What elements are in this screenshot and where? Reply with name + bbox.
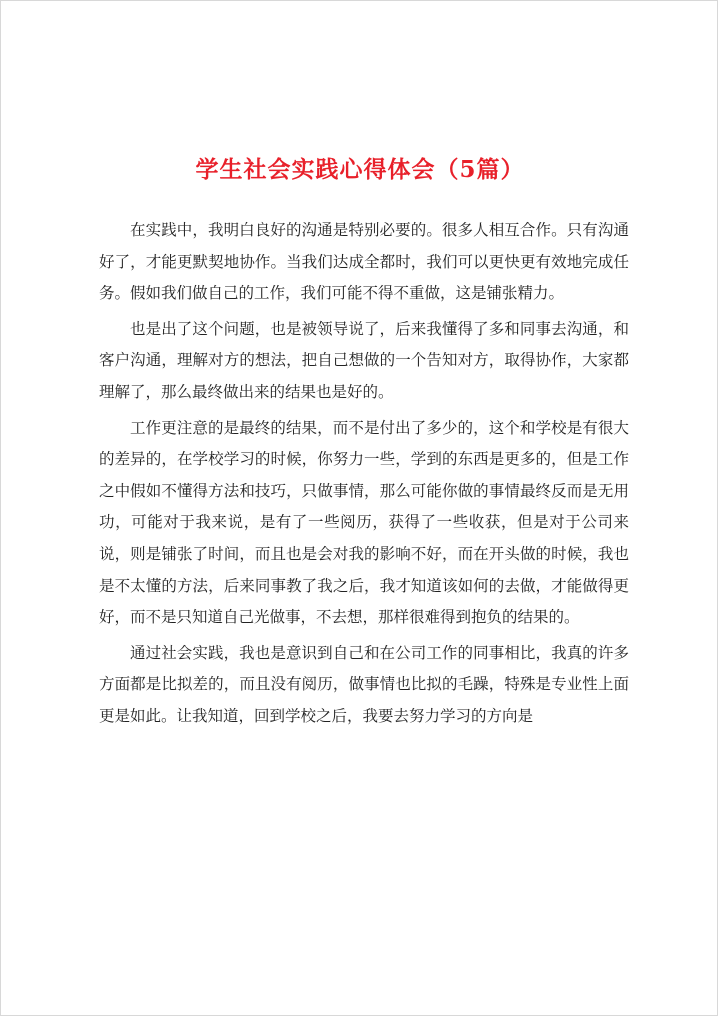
paragraph: 也是出了这个问题，也是被领导说了，后来我懂得了多和同事去沟通，和客户沟通，理解对方的想法，把自己想做的一个告知对方，取得协作，大家都理解了，那么最终做出来的结果也是好的。 bbox=[99, 319, 629, 401]
document-title: 学生社会实践心得体会（5篇） bbox=[195, 156, 525, 183]
document-body bbox=[99, 215, 629, 737]
paragraph: 工作更注意的是最终的结果，而不是付出了多少的，这个和学校是有很大的差异的，在学校学习的时候，你努力一些，学到的东西是更多的，但是工作之中假如不懂得方法和技巧，只做事情，那么可能你做的事情最终反而是无用功，可能对于我来说，是有了一些阅历，获得了一些收获，但是对于公司来说，则是铺张了时间，而且也是会对我的影响不好，而在开头做的时候，我也是不太懂的方法，后来同事教了我之后，我才知道该如何的去做，才能做得更好，而不是只知道自己光做事，不去想，那样很难得到抱负的结果的。 bbox=[99, 418, 629, 627]
paragraph: 通过社会实践，我也是意识到自己和在公司工作的同事相比，我真的许多方面都是比拟差的，而且没有阅历，做事情也比拟的毛躁，特殊是专业性上面更是如此。让我知道，回到学校之后，我要去努力学习的方向是 bbox=[99, 643, 629, 725]
paragraph: 在实践中，我明白良好的沟通是特别必要的。很多人相互合作。只有沟通好了，才能更默契地协作。当我们达成全都时，我们可以更快更有效地完成任务。假如我们做自己的工作，我们可能不得不重做，这是铺张精力。 bbox=[99, 221, 629, 303]
